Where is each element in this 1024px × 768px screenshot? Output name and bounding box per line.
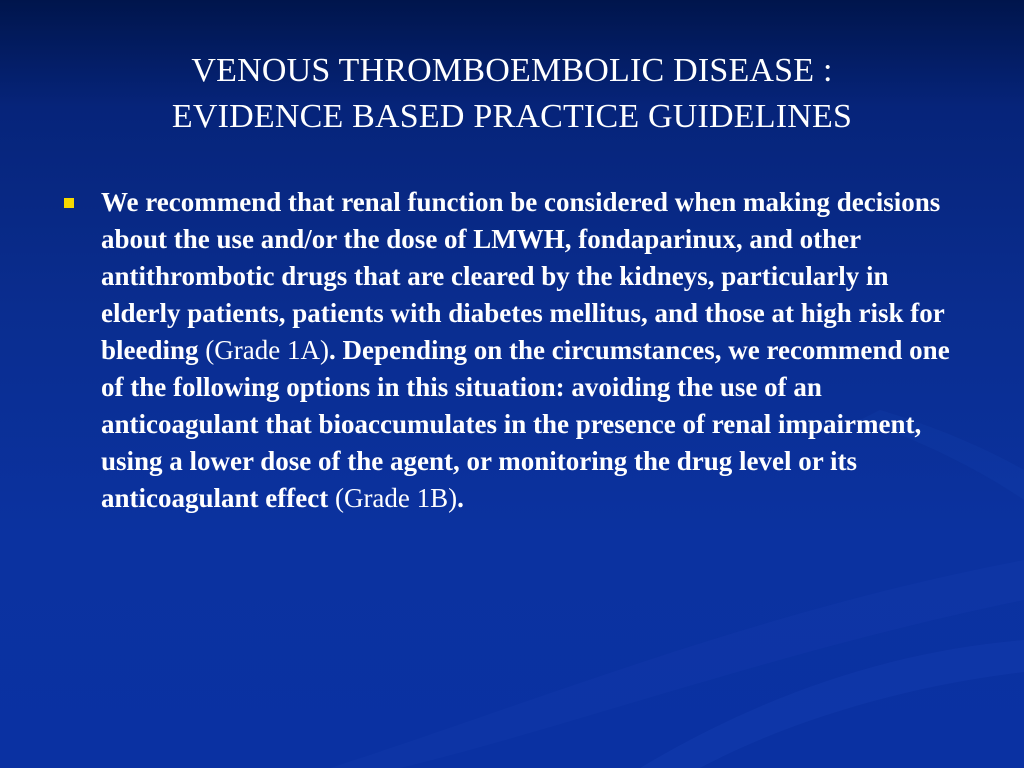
bullet-list: [62, 184, 972, 517]
bullet-text-part-2: . Depending on the circumstances, we recommend one of the following options in this situation: avoiding the use of an anticoagulant that bioaccumulates in the presence of renal impairment, using a lower dose of the agent, or monitoring the drug level or its anticoagulant effect: [101, 335, 950, 513]
bullet-text-part-3: .: [457, 483, 464, 513]
bullet-text-part-1: We recommend that renal function be considered when making decisions about the use and/or the dose of LMWH, fondaparinux, and other antithrombotic drugs that are cleared by the kidneys, particularly in elderly patients, patients with diabetes mellitus, and those at high risk for bleeding: [101, 187, 945, 365]
grade-label-2: (Grade 1B): [334, 483, 458, 513]
slide-title: [40, 48, 984, 140]
slide-title-line-2: EVIDENCE BASED PRACTICE GUIDELINES: [171, 98, 853, 135]
square-bullet-icon: [64, 198, 74, 208]
bullet-item: [62, 184, 972, 517]
slide-title-line-1: VENOUS THROMBOEMBOLIC DISEASE :: [191, 52, 833, 89]
grade-label-1: (Grade 1A): [205, 335, 329, 365]
